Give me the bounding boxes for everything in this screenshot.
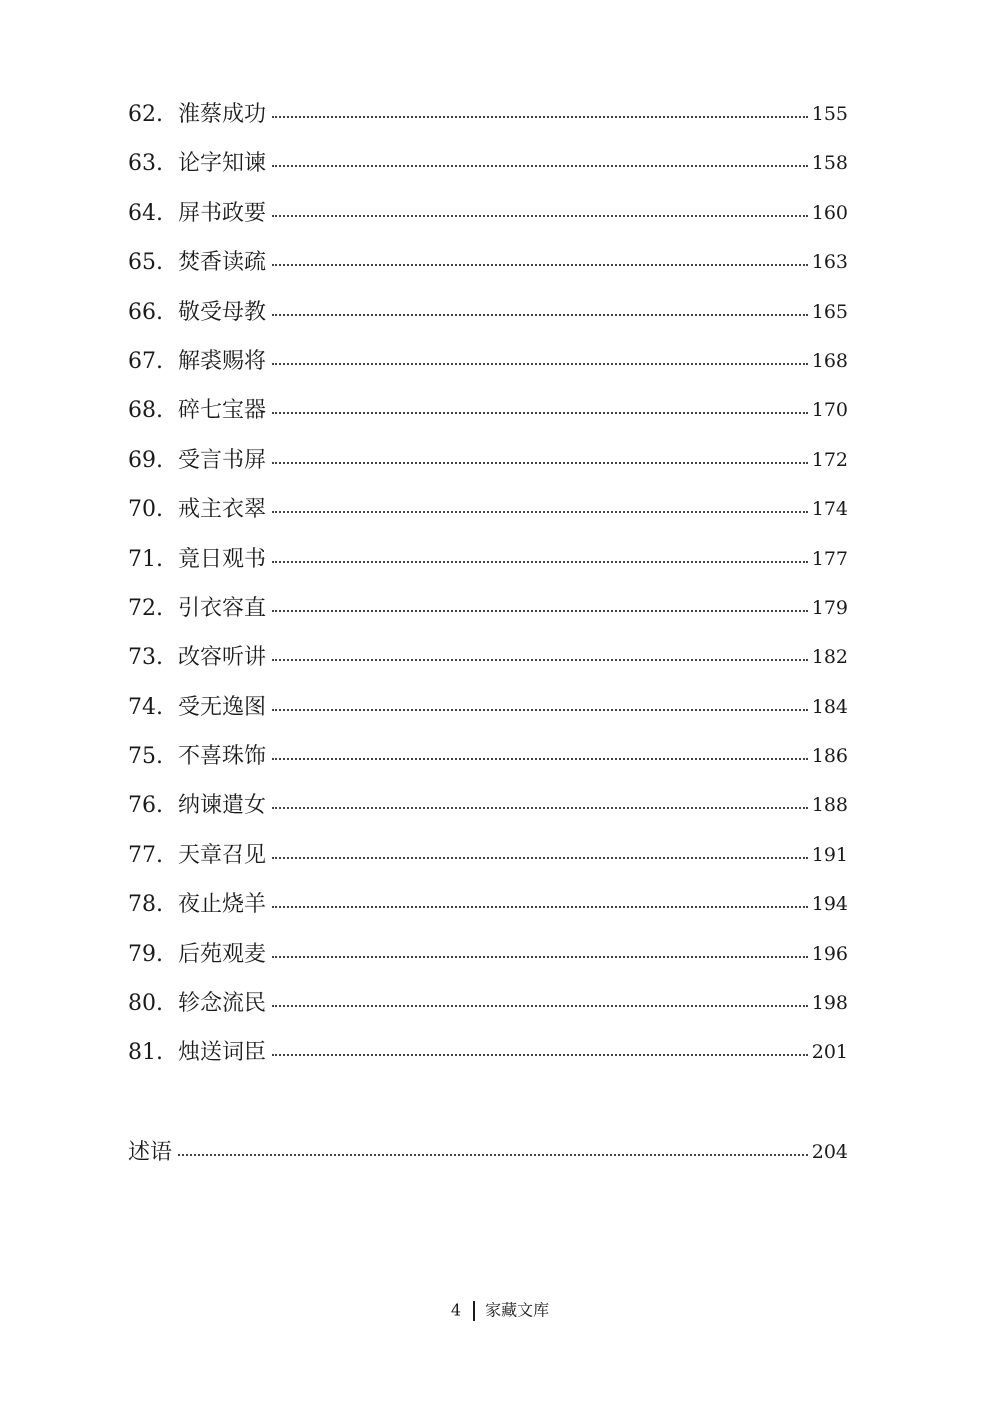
dot-leader (272, 288, 808, 337)
toc-entry-title: 淮蔡成功 (178, 102, 267, 127)
dot-leader (272, 139, 808, 188)
toc-entry (128, 880, 848, 929)
toc-entry-title: 受言书屏 (178, 447, 267, 473)
dot-leader (272, 880, 808, 929)
toc-entry-number: 74. (128, 694, 163, 720)
toc-entry-number: 63. (128, 151, 163, 177)
dot-leader (272, 683, 808, 732)
toc-entry-number: 71. (128, 546, 163, 572)
dot-leader (272, 337, 808, 386)
dot-leader (272, 189, 808, 238)
toc-entry (128, 1028, 848, 1077)
toc-entry-title: 论字知谏 (178, 151, 267, 177)
dot-leader (272, 633, 808, 682)
toc-entry (128, 436, 848, 485)
dot-leader (272, 485, 808, 534)
toc-conclusion-page: 204 (811, 1140, 848, 1163)
toc-entry-number: 75. (128, 744, 163, 770)
toc-entry-title: 解裘赐将 (178, 348, 267, 374)
toc-entry-title: 焚香读疏 (178, 250, 267, 276)
toc-entry-title: 轸念流民 (178, 991, 267, 1017)
toc-entry (128, 238, 848, 287)
dot-leader (272, 90, 808, 139)
dot-leader (272, 831, 808, 880)
toc-entry-title: 竟日观书 (178, 546, 267, 572)
toc-entry-number: 76. (128, 793, 163, 819)
dot-leader (272, 584, 808, 633)
toc-entry-page: 160 (811, 201, 848, 224)
toc-entry (128, 683, 848, 732)
toc-entry-number: 77. (128, 842, 163, 868)
series-name: 家藏文库 (485, 1300, 550, 1320)
toc-entry-page: 163 (811, 251, 848, 274)
toc-entry-number: 67. (128, 348, 163, 374)
toc-conclusion-entry (128, 1128, 848, 1177)
dot-leader (272, 238, 808, 287)
page-footer (0, 1298, 1000, 1323)
toc-entry-page: 165 (811, 300, 848, 323)
toc-entry-page: 198 (811, 992, 848, 1015)
toc-entry-title: 不喜珠饰 (178, 744, 267, 770)
toc-entry (128, 90, 848, 139)
toc-entry-page: 196 (811, 942, 848, 965)
toc-entry-number: 62. (128, 102, 163, 127)
page-number: 4 (450, 1300, 462, 1320)
dot-leader (272, 386, 808, 435)
toc-entry-title: 敬受母教 (178, 299, 267, 325)
toc-entry (128, 189, 848, 238)
dot-leader (272, 979, 808, 1028)
toc-entry-number: 81. (128, 1040, 163, 1066)
toc-entry-title: 屏书政要 (178, 200, 267, 226)
toc-entry-title: 碎七宝器 (178, 398, 267, 424)
dot-leader (272, 535, 808, 584)
toc-conclusion-title: 述语 (128, 1139, 173, 1165)
dot-leader (272, 732, 808, 781)
toc-entry-number: 69. (128, 447, 163, 473)
toc-entry-number: 80. (128, 991, 163, 1017)
toc-entry-page: 201 (811, 1041, 848, 1064)
toc-entry (128, 288, 848, 337)
toc-entry (128, 633, 848, 682)
toc-entry-title: 纳谏遣女 (178, 793, 267, 819)
toc-entry-number: 66. (128, 299, 163, 325)
toc-entry-page: 182 (811, 646, 848, 669)
toc-entry-page: 188 (811, 794, 848, 817)
dot-leader (272, 1028, 808, 1077)
toc-entry (128, 781, 848, 830)
toc-entry-page: 170 (811, 399, 848, 422)
dot-leader (178, 1128, 808, 1177)
dot-leader (272, 436, 808, 485)
toc-entry-page: 177 (811, 547, 848, 570)
toc-entry (128, 930, 848, 979)
toc-entry (128, 139, 848, 188)
toc-entry-number: 72. (128, 595, 163, 621)
toc-entry-page: 174 (811, 498, 848, 521)
toc-entry-number: 68. (128, 398, 163, 424)
toc-entry-title: 后苑观麦 (178, 941, 267, 967)
toc-entry (128, 337, 848, 386)
toc-entry-title: 改容听讲 (178, 645, 267, 671)
toc-entry (128, 584, 848, 633)
toc-entry-number: 65. (128, 250, 163, 276)
dot-leader (272, 781, 808, 830)
footer-divider (473, 1301, 475, 1321)
toc-entry-number: 79. (128, 941, 163, 967)
toc-entry-page: 191 (811, 843, 848, 866)
toc-entry-title: 天章召见 (178, 842, 267, 868)
toc-entry-page: 172 (811, 448, 848, 471)
toc-entry-page: 158 (811, 152, 848, 175)
toc-entry (128, 979, 848, 1028)
toc-entry-title: 夜止烧羊 (178, 892, 267, 918)
toc-entry-title: 烛送词臣 (178, 1040, 267, 1066)
toc-entry-page: 168 (811, 349, 848, 372)
toc-entry-page: 155 (811, 103, 848, 125)
toc-entry-title: 戒主衣翠 (178, 497, 267, 523)
toc-entry (128, 386, 848, 435)
toc-entry-number: 78. (128, 892, 163, 918)
toc-entry-page: 186 (811, 745, 848, 768)
toc-entry-page: 194 (811, 893, 848, 916)
toc-entry-number: 64. (128, 200, 163, 226)
toc-entry (128, 485, 848, 534)
toc-entry-page: 184 (811, 695, 848, 718)
toc-entry (128, 535, 848, 584)
toc-entry-title: 引衣容直 (178, 595, 267, 621)
toc-entry-title: 受无逸图 (178, 694, 267, 720)
dot-leader (272, 930, 808, 979)
toc-entry-page: 179 (811, 596, 848, 619)
table-of-contents (128, 90, 848, 1177)
toc-entry-number: 70. (128, 497, 163, 523)
toc-entry (128, 831, 848, 880)
toc-entry-number: 73. (128, 645, 163, 671)
toc-entry (128, 732, 848, 781)
